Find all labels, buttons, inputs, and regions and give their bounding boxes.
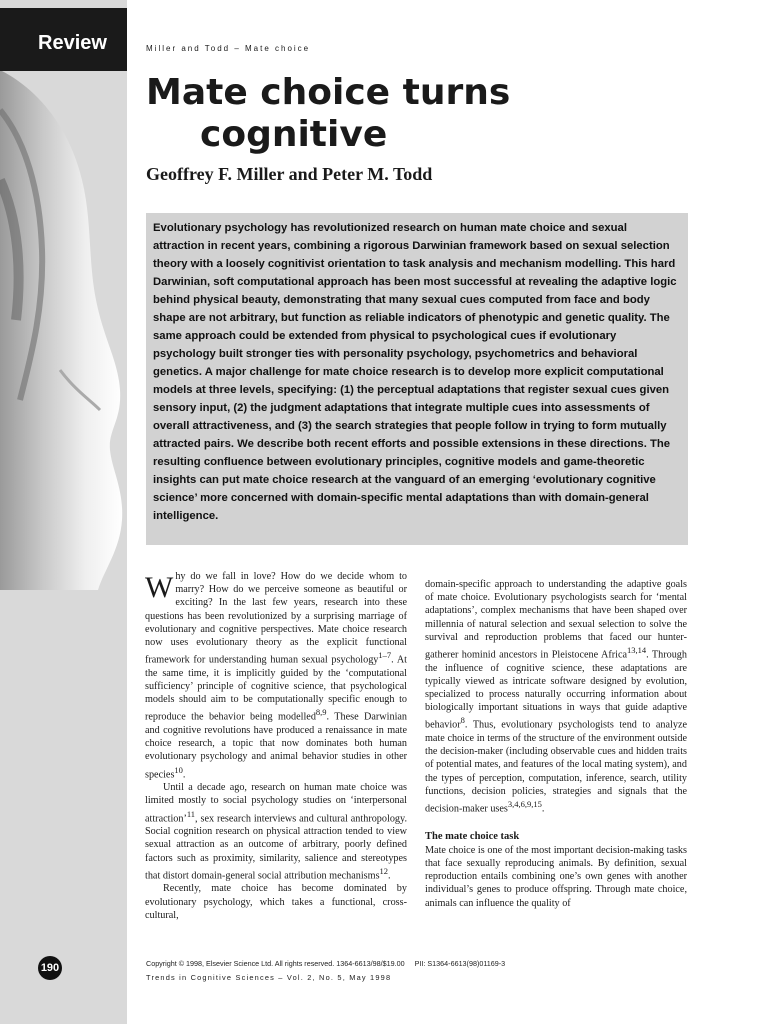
body-paragraph: Why do we fall in love? How do we decide whom to marry? How do we perceive someone as beautiful or exciting? In the last few years, research into these questions has been revolutionized by a surprising marriage of evolutionary and cognitive perspectives. Mate choice research now uses evolutionary theory as the explicit functional framework for understanding human sexual psychology$^{1-7}$. At the same time, it is implicitly guided by the ‘computational sufficiency’ principle of cognitive science, that psychological models should aim to be computationally specific enough to reproduce the behavior being modelled$^{8,9}$. These Darwinian and cognitive revolutions have produced a renaissance in mate choice research, a topic that now dominates both human evolutionary psychology and animal behavior studies in other species$^{10}$.	[145, 571, 408, 781]
page-number: 190	[38, 956, 62, 980]
pii-text: PII: S1364-6613(98)01169-3	[414, 959, 506, 968]
copyright-line	[146, 959, 505, 968]
section-heading: The mate choice task	[425, 830, 520, 842]
body-paragraph: domain-specific approach to understanding the adaptive goals of mate choice. Evolutionary psychologists search for ‘mental adaptations’, complex mechanisms that have been shaped over millennia of natural selection and sexual selection to solve the survival and reproduction problems that faced our hunter-gatherer hominid ancestors in Pleistocene Africa$^{13,14}$. Through the influence of cognitive science, these adaptations are typically viewed as intricate software designed by evolution, specialized to process naturally occurring information about biologically important situations in ways that guide adaptive behavior$^8$. Thus, evolutionary psychologists tend to analyze mate choice in terms of the structure of the environment outside the decision-maker (including observable cues and hidden traits of potential mates, and features of the local mating system), and the types of perception, computation, inference, search, utility functions, decision policies, strategies and signals that the decision-maker uses$^{3,4,6,9,15}$.	[425, 579, 687, 815]
section-tab: Review	[0, 8, 127, 71]
body-column-left	[145, 570, 407, 922]
body-paragraph: Until a decade ago, research on human mate choice was limited mostly to social psychology studies on ‘interpersonal attraction’$^{11}$, sex research interviews and cultural anthropology. Social cognition research on physical attraction tended to view sexual attraction as an outcome of arbitrary, poorly defined factors such as proximity, similarity, salience and stereotypes that distort domain-general social attribution mechanisms$^{12}$.	[145, 782, 407, 882]
running-head: Miller and Todd – Mate choice	[146, 44, 311, 53]
article-title	[146, 72, 510, 156]
copyright-text: Copyright © 1998, Elsevier Science Ltd. All rights reserved. 1364-6613/98/$19.00	[146, 959, 405, 968]
author-line: Geoffrey F. Miller and Peter M. Todd	[146, 164, 433, 184]
body-column-right	[425, 578, 687, 910]
abstract-box: Evolutionary psychology has revolutionized research on human mate choice and sexual attraction in recent years, combining a rigorous Darwinian framework based on sexual selection theory with a loosely cognitivist orientation to task analysis and mechanism modelling. This hard Darwinian, soft computational approach has been most successful at revealing the adaptive logic behind physical beauty, demonstrating that many sexual cues computed from face and body shape are not arbitrary, but function as reliable indicators of phenotypic and genetic quality. The same approach could be extended from physical to psychological cues if evolutionary psychology built stronger ties with personality psychology, psychometrics and behavioral genetics. A major challenge for mate choice research is to develop more explicit computational models at three levels, specifying: (1) the perceptual adaptations that register sexual cues given sensory input, (2) the judgment adaptations that integrate multiple cues into assessments of overall attractiveness, and (3) the search strategies that people follow in trying to form mutually attracted pairs. We describe both recent efforts and possible extensions in these directions. The resulting confluence between evolutionary principles, cognitive models and game-theoretic insights can put mate choice research at the vanguard of an emerging ‘evolutionary cognitive science’ more concerned with domain-specific mental adaptations than with domain-general intelligence.	[146, 213, 688, 545]
title-line-1: Mate choice turns	[146, 72, 511, 113]
drop-cap: W	[145, 571, 174, 604]
sidebar	[0, 0, 127, 1024]
body-paragraph: Recently, mate choice has become dominated by evolutionary psychology, which takes a functional, cross-cultural,	[145, 883, 407, 921]
journal-citation: Trends in Cognitive Sciences – Vol. 2, No. 5, May 1998	[146, 973, 392, 982]
title-line-2: cognitive	[200, 114, 388, 155]
head-profile-photo	[0, 70, 127, 590]
body-paragraph: Mate choice is one of the most important decision-making tasks that face sexually reproducing animals. By definition, sexual reproduction entails combining one’s own genes with another individual’s genes to produce offspring. Through mate choice, animals can influence the quality of	[425, 844, 687, 909]
